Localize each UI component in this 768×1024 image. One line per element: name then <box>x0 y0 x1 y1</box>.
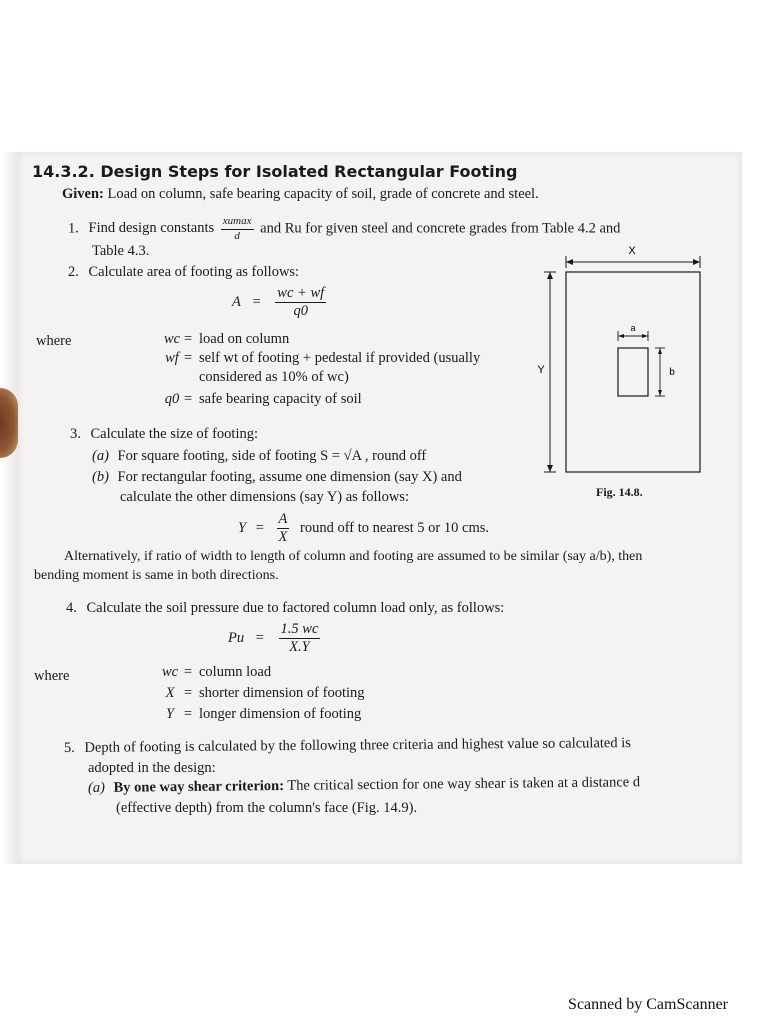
step-2-def-1-eq: = <box>184 350 193 366</box>
step-2-eq-num: wc + wf <box>275 286 326 303</box>
step-3-b-text-1: For rectangular footing, assume one dimension (say X) and <box>117 469 462 485</box>
step-1-number: 1. <box>68 220 79 237</box>
step-4-def-2-sym: Y <box>165 706 175 722</box>
step-3-eq-tail: round off to nearest 5 or 10 cms. <box>300 520 489 537</box>
dim-y-label: Y <box>537 364 545 376</box>
step-3-eq-lhs: Y <box>238 520 247 537</box>
step-3-b <box>92 469 462 486</box>
step-1-fraction <box>221 216 254 242</box>
figure-footing-plan <box>530 240 720 505</box>
step-4-def-2-eq: = <box>184 706 193 722</box>
step-3-a-label: (a) <box>92 448 109 464</box>
step-2-eq-sign: = <box>252 294 261 311</box>
step-4-def-0-text: column load <box>199 664 272 680</box>
dim-x-arrow-right <box>693 259 700 265</box>
step-4-eq-den: X.Y <box>289 639 310 656</box>
column-outline <box>618 348 648 396</box>
step-4-number: 4. <box>66 600 77 616</box>
step-2-def-3-sym: q0 <box>164 391 180 407</box>
step-5-text-1: Depth of footing is calculated by the following three criteria and highest value so calculated is <box>84 735 631 756</box>
step-1-text-a: Find design constants <box>88 220 215 237</box>
step-4-def-0-eq: = <box>184 664 193 680</box>
step-2-eq-den: q0 <box>293 303 308 320</box>
step-3-b-text-2: calculate the other dimensions (say Y) as follows: <box>120 489 409 505</box>
step-4-def-1-sym: X <box>165 685 175 701</box>
step-4-eq-sign: = <box>255 630 264 647</box>
step-2-text: Calculate area of footing as follows: <box>88 264 300 280</box>
step-5-a-text: The critical section for one way shear is taken at a distance d <box>287 774 641 794</box>
step-3-b-label: (b) <box>92 469 109 485</box>
binder-tab <box>0 388 18 458</box>
step-2-where: where <box>36 333 72 349</box>
step-2-def-1-text: self wt of footing + pedestal if provided (usually <box>199 350 481 366</box>
given-label: Given: <box>62 186 104 202</box>
step-2-equation <box>232 286 329 319</box>
step-2-def-1-sym: wf <box>165 350 179 366</box>
step-1-frac-num: xumax <box>221 216 254 230</box>
step-5-a-bold: By one way shear criterion: <box>113 777 285 796</box>
dim-x-label: X <box>628 245 636 257</box>
dim-a-arrow-left <box>618 334 624 338</box>
step-5-text-2: adopted in the design: <box>88 760 216 776</box>
step-1 <box>68 216 620 242</box>
step-4-def-1-eq: = <box>184 685 193 701</box>
dim-b-label: b <box>669 367 675 378</box>
step-3-text: Calculate the size of footing: <box>90 426 259 442</box>
step-2-def-3-text: safe bearing capacity of soil <box>199 391 362 407</box>
step-5-a-text-2: (effective depth) from the column's face (Fig. 14.9). <box>116 800 418 816</box>
dim-a-label: a <box>630 323 636 333</box>
step-3 <box>70 426 258 443</box>
step-4-def-1-text: shorter dimension of footing <box>199 685 365 701</box>
step-4-def-0-sym: wc <box>161 664 179 680</box>
dim-x-arrow-left <box>566 259 573 265</box>
alt-line-1: Alternatively, if ratio of width to length of column and footing are assumed to be similar (say a/b), then <box>64 549 643 564</box>
step-3-number: 3. <box>70 426 81 442</box>
step-4-equation <box>228 622 323 655</box>
step-3-eq-sign: = <box>255 520 264 537</box>
figure-caption: Fig. 14.8. <box>596 485 643 499</box>
step-2-eq-fraction <box>275 286 326 319</box>
step-2-def-0-eq: = <box>184 331 193 347</box>
step-5-number: 5. <box>63 739 75 756</box>
step-4-def-2-text: longer dimension of footing <box>199 706 362 722</box>
step-3-equation <box>238 512 489 545</box>
step-4 <box>66 600 504 617</box>
step-5-a-label: (a) <box>87 779 105 796</box>
dim-a-arrow-right <box>642 334 648 338</box>
step-2-number: 2. <box>68 264 79 280</box>
step-2-def-2-text: considered as 10% of wc) <box>199 369 349 385</box>
given-text: Load on column, safe bearing capacity of soil, grade of concrete and steel. <box>107 186 539 202</box>
page-edge <box>0 152 18 864</box>
given-line <box>62 186 539 203</box>
alt-line-2: bending moment is same in both directions. <box>34 568 279 583</box>
step-2-eq-lhs: A <box>232 294 241 311</box>
section-heading: 14.3.2. Design Steps for Isolated Rectangular Footing <box>32 162 518 181</box>
dim-y-arrow-top <box>547 272 553 279</box>
step-3-a-text: For square footing, side of footing S = √A , round off <box>117 448 427 464</box>
step-4-where: where <box>34 668 70 684</box>
dim-y-arrow-bottom <box>547 465 553 472</box>
step-4-eq-lhs: Pu <box>228 630 245 647</box>
dim-b-arrow-bottom <box>658 390 662 396</box>
step-3-a <box>92 448 426 465</box>
step-4-eq-fraction <box>279 622 321 655</box>
scanner-watermark: Scanned by CamScanner <box>568 996 728 1013</box>
step-4-text: Calculate the soil pressure due to factored column load only, as follows: <box>86 600 505 616</box>
step-1-frac-den: d <box>234 229 240 242</box>
step-2 <box>68 264 299 281</box>
step-2-def-0-text: load on column <box>199 331 290 347</box>
dim-b-arrow-top <box>658 348 662 354</box>
step-1-text-c: Table 4.3. <box>92 243 150 259</box>
step-3-eq-fraction <box>277 512 290 545</box>
step-2-def-3-eq: = <box>184 391 193 407</box>
step-3-eq-den: X <box>278 529 288 546</box>
footing-outline <box>566 272 700 472</box>
step-2-def-0-sym: wc <box>163 331 181 347</box>
step-3-eq-num: A <box>277 512 290 529</box>
step-4-eq-num: 1.5 wc <box>279 622 321 639</box>
step-1-text-b: and Ru for given steel and concrete grades from Table 4.2 and <box>260 220 621 237</box>
